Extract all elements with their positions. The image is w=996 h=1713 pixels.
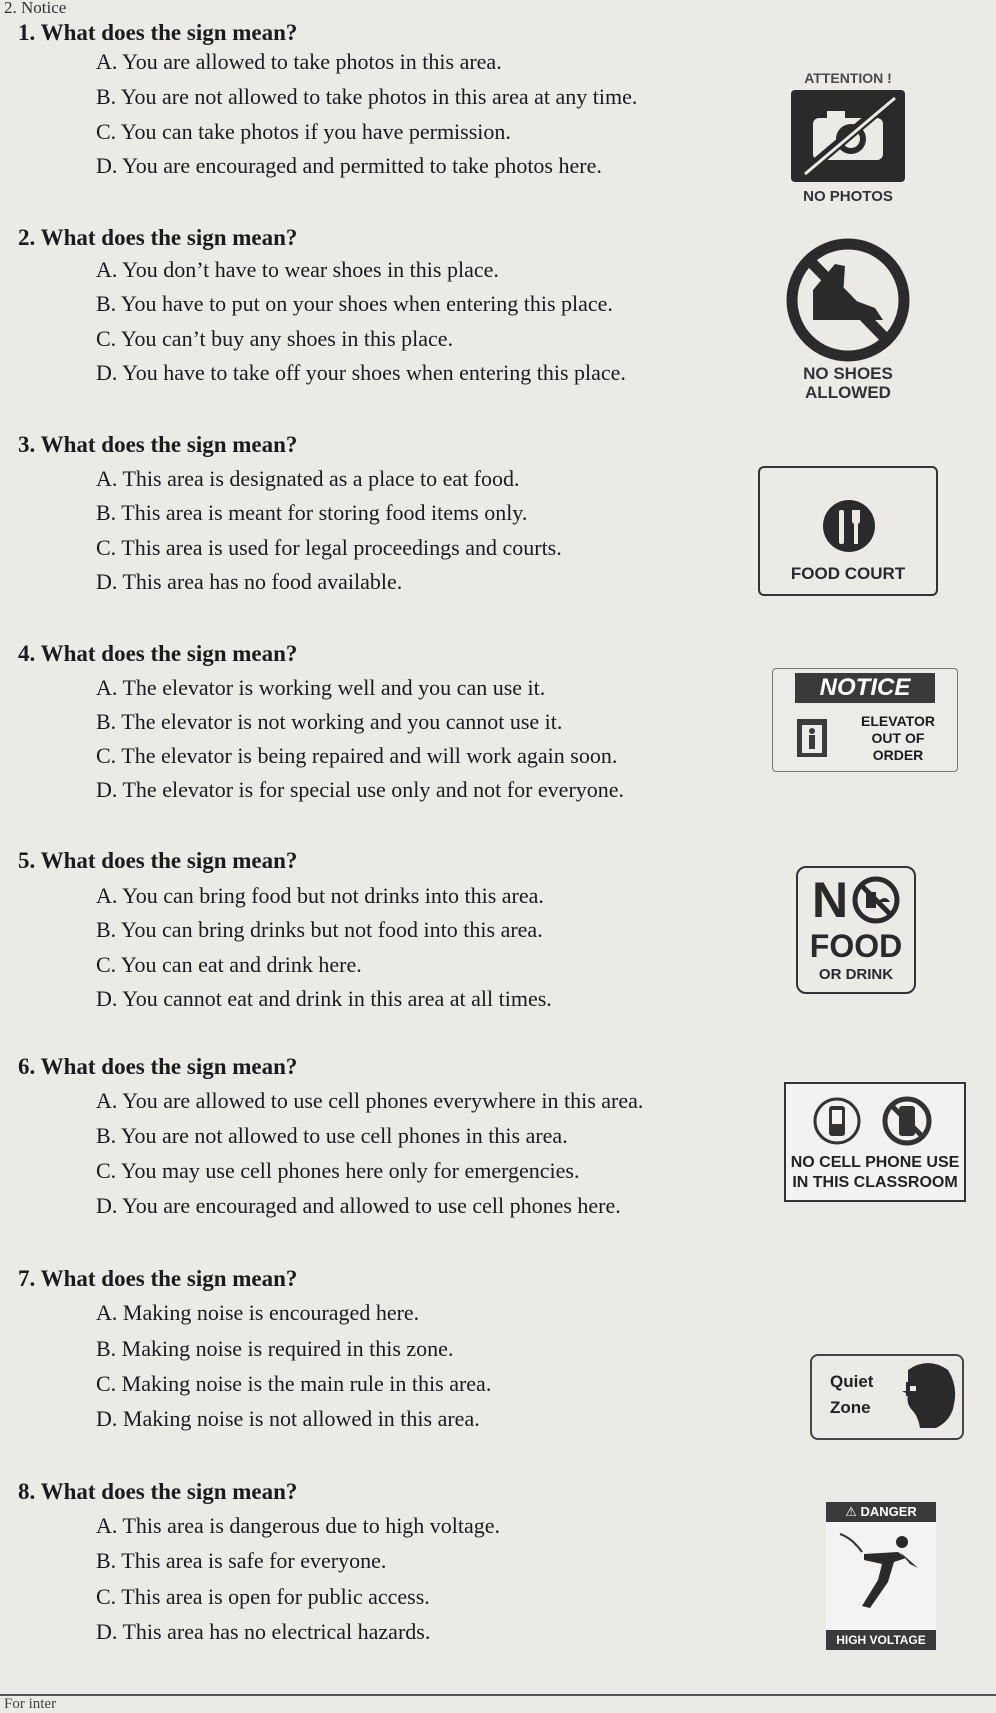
question-title: 8. What does the sign mean? bbox=[18, 1479, 298, 1504]
option-b: B. This area is meant for storing food items only. bbox=[96, 500, 528, 525]
option-b: B. You have to put on your shoes when entering this place. bbox=[96, 291, 613, 316]
camera-prohibited-icon bbox=[791, 90, 905, 182]
silence-head-icon bbox=[898, 1360, 960, 1436]
sign-bottom-text: HIGH VOLTAGE bbox=[826, 1630, 936, 1650]
sign-line-3: ORDER bbox=[872, 747, 924, 763]
food-drink-prohibited-icon bbox=[852, 876, 900, 924]
option-d: D. This area has no food available. bbox=[96, 569, 403, 594]
header-fragment: 2. Notice bbox=[4, 0, 67, 17]
option-a: A. This area is dangerous due to high voltage. bbox=[96, 1513, 501, 1538]
option-c: C. Making noise is the main rule in this area. bbox=[96, 1371, 492, 1396]
no-photos-sign bbox=[786, 70, 910, 210]
sign-line-2: ALLOWED bbox=[805, 383, 891, 402]
option-c: C. You may use cell phones here only for emergencies. bbox=[96, 1158, 580, 1183]
no-food-drink-sign bbox=[796, 866, 916, 994]
elevator-icon bbox=[795, 717, 829, 759]
electric-shock-icon bbox=[834, 1528, 928, 1624]
shoe-prohibited-icon bbox=[783, 236, 913, 364]
fork-knife-icon bbox=[821, 498, 877, 554]
footer-divider bbox=[0, 1694, 996, 1696]
question-title: 4. What does the sign mean? bbox=[18, 641, 298, 666]
option-d: D. The elevator is for special use only and not for everyone. bbox=[96, 777, 625, 802]
question-title: 6. What does the sign mean? bbox=[18, 1054, 298, 1079]
sign-line-1: ELEVATOR bbox=[861, 713, 935, 729]
option-c: C. You can’t buy any shoes in this place. bbox=[96, 326, 454, 351]
question-title: 2. What does the sign mean? bbox=[18, 225, 298, 250]
option-a: A. Making noise is encouraged here. bbox=[96, 1300, 420, 1325]
sign-line-2: OUT OF bbox=[871, 730, 925, 746]
option-a: A. You don’t have to wear shoes in this place. bbox=[96, 257, 499, 282]
option-b: B. This area is safe for everyone. bbox=[96, 1548, 387, 1573]
option-d: D. You have to take off your shoes when entering this place. bbox=[96, 360, 626, 385]
option-b: B. The elevator is not working and you cannot use it. bbox=[96, 709, 563, 734]
sign-line-2: OR DRINK bbox=[818, 966, 894, 983]
option-d: D. Making noise is not allowed in this area. bbox=[96, 1406, 480, 1431]
footer-fragment: For inter bbox=[4, 1696, 57, 1712]
sign-line-1: NO SHOES bbox=[803, 364, 893, 383]
sign-line-2: IN THIS CLASSROOM bbox=[792, 1174, 958, 1191]
option-b: B. You are not allowed to use cell phones in this area. bbox=[96, 1123, 568, 1148]
phone-allowed-icon bbox=[812, 1096, 862, 1146]
option-d: D. This area has no electrical hazards. bbox=[96, 1619, 431, 1644]
sign-top-text: ⚠ DANGER bbox=[826, 1502, 936, 1522]
option-c: C. This area is open for public access. bbox=[96, 1584, 430, 1609]
question-title: 5. What does the sign mean? bbox=[18, 848, 298, 873]
sign-line-2: Zone bbox=[830, 1398, 871, 1417]
sign-letter: N bbox=[812, 872, 849, 928]
sign-header: NOTICE bbox=[795, 673, 935, 703]
option-a: A. This area is designated as a place to eat food. bbox=[96, 466, 520, 491]
option-a: A. You are allowed to take photos in this area. bbox=[96, 49, 502, 74]
sign-label: FOOD COURT bbox=[790, 564, 906, 583]
option-c: C. You can take photos if you have permission. bbox=[96, 119, 511, 144]
quiet-zone-sign bbox=[810, 1354, 964, 1440]
elevator-notice-sign bbox=[772, 668, 958, 772]
option-b: B. You can bring drinks but not food into this area. bbox=[96, 917, 543, 942]
option-c: C. You can eat and drink here. bbox=[96, 952, 362, 977]
option-d: D. You are encouraged and permitted to take photos here. bbox=[96, 153, 602, 178]
question-title: 3. What does the sign mean? bbox=[18, 432, 298, 457]
option-b: B. You are not allowed to take photos in this area at any time. bbox=[96, 84, 638, 109]
option-c: C. The elevator is being repaired and will work again soon. bbox=[96, 743, 618, 768]
option-c: C. This area is used for legal proceedings and courts. bbox=[96, 535, 562, 560]
sign-line-1: NO CELL PHONE USE bbox=[790, 1154, 960, 1171]
option-d: D. You are encouraged and allowed to use cell phones here. bbox=[96, 1193, 621, 1218]
question-title: 7. What does the sign mean? bbox=[18, 1266, 298, 1291]
option-d: D. You cannot eat and drink in this area at all times. bbox=[96, 986, 552, 1011]
sign-line-1: Quiet bbox=[830, 1372, 874, 1391]
sign-line-1: FOOD bbox=[809, 928, 903, 964]
sign-bottom-text: NO PHOTOS bbox=[803, 188, 893, 205]
sign-top-text: ATTENTION ! bbox=[804, 70, 892, 86]
question-title: 1. What does the sign mean? bbox=[18, 20, 298, 45]
no-shoes-sign bbox=[783, 236, 913, 404]
no-cell-phone-sign bbox=[784, 1082, 966, 1202]
high-voltage-sign bbox=[826, 1502, 936, 1650]
option-a: A. You can bring food but not drinks into this area. bbox=[96, 883, 544, 908]
option-a: A. You are allowed to use cell phones everywhere in this area. bbox=[96, 1088, 644, 1113]
phone-prohibited-icon bbox=[882, 1096, 932, 1146]
food-court-sign bbox=[758, 466, 938, 596]
option-b: B. Making noise is required in this zone. bbox=[96, 1336, 454, 1361]
option-a: A. The elevator is working well and you can use it. bbox=[96, 675, 546, 700]
